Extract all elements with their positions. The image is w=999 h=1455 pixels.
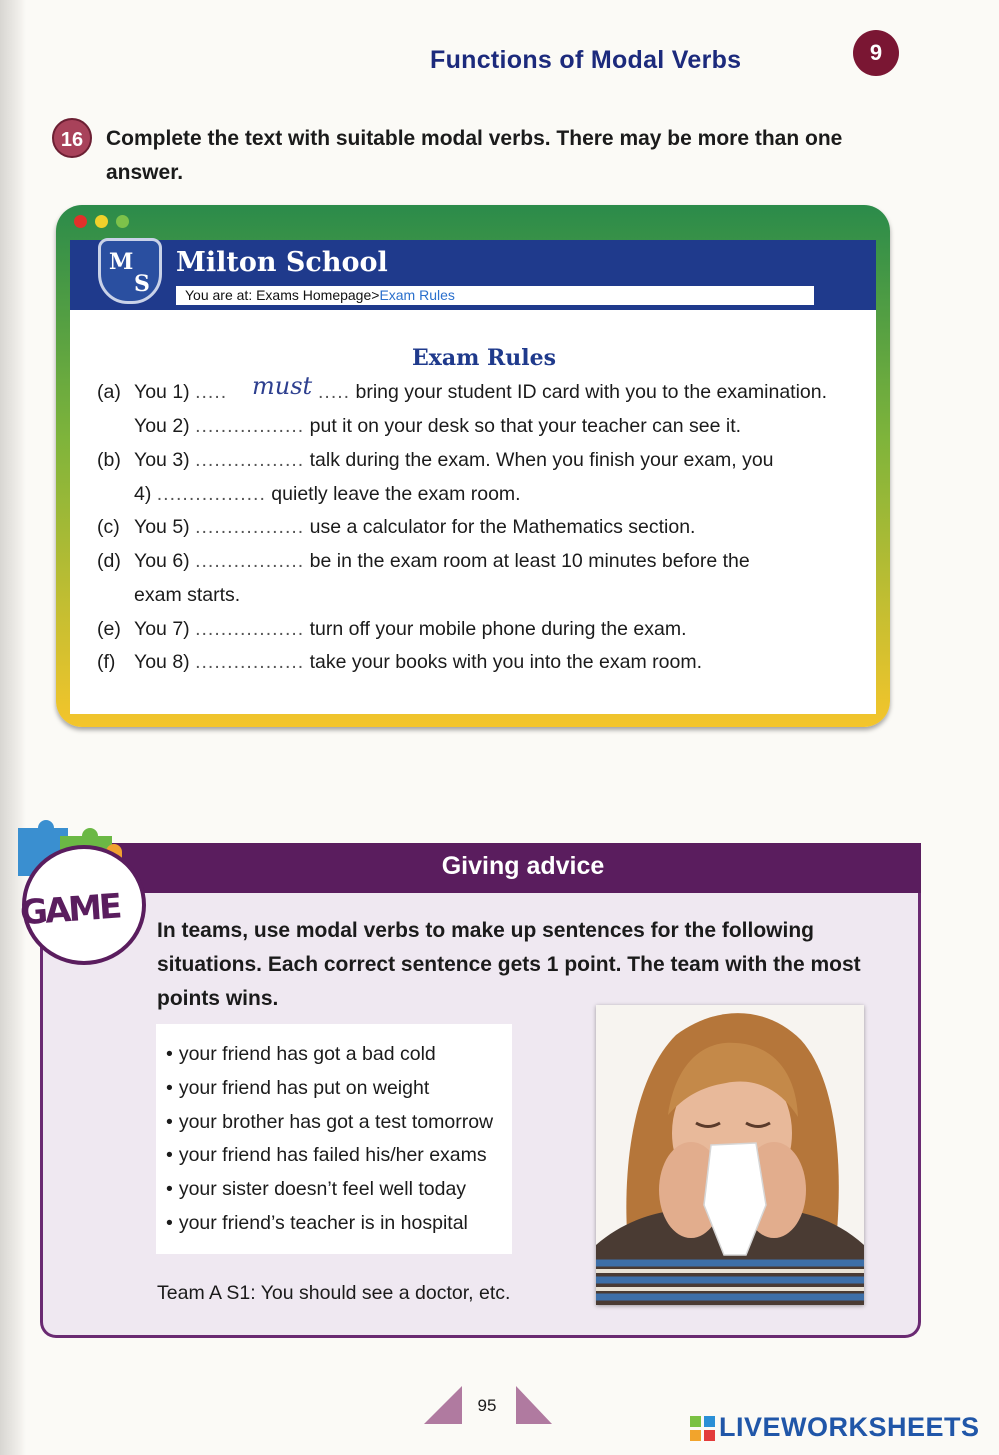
rule-2-end: put it on your desk so that your teacher can see it. xyxy=(309,415,742,437)
rule-label-b: (b) xyxy=(97,449,121,471)
rule-1-end: bring your student ID card with you to the examination. xyxy=(355,381,828,403)
blank-1-lead: ..... xyxy=(195,381,228,403)
list-item: • your friend has put on weight xyxy=(166,1072,493,1106)
rule-6-end: be in the exam room at least 10 minutes before the xyxy=(309,550,750,572)
rule-label-a: (a) xyxy=(97,381,121,403)
rule-3-start: You 3) xyxy=(134,449,190,471)
rule-label-f: (f) xyxy=(97,651,116,673)
page-number: 95 xyxy=(477,1396,497,1415)
blank-7[interactable]: ................. xyxy=(195,618,305,640)
liveworksheets-logo-icon xyxy=(690,1416,716,1442)
school-shield-logo xyxy=(98,238,162,304)
breadcrumb-link-exam-rules[interactable]: Exam Rules xyxy=(379,287,455,303)
list-item: • your brother has got a test tomorrow xyxy=(166,1106,493,1140)
rule-2-start: You 2) xyxy=(134,415,190,437)
rule-5-start: You 5) xyxy=(134,516,190,538)
book-spine-shadow xyxy=(0,0,26,1455)
rule-line-6 xyxy=(134,550,750,573)
logo-letter-m: M xyxy=(109,249,134,275)
school-name: Milton School xyxy=(176,247,388,278)
rule-1-start: You 1) xyxy=(134,381,190,403)
rule-line-3 xyxy=(134,449,774,472)
rule-line-6-cont: exam starts. xyxy=(134,584,241,606)
rule-line-1-end xyxy=(318,381,827,404)
blank-6[interactable]: ................. xyxy=(195,550,305,572)
rule-line-2 xyxy=(134,415,741,438)
rule-6-start: You 6) xyxy=(134,550,190,572)
rule-7-end: turn off your mobile phone during the exam. xyxy=(309,618,687,640)
rule-label-e: (e) xyxy=(97,618,121,640)
breadcrumb-address-bar xyxy=(176,286,814,305)
blank-3[interactable]: ................. xyxy=(195,449,305,471)
exam-rules-heading: Exam Rules xyxy=(411,345,557,371)
game-badge-word: GAME xyxy=(18,886,121,934)
window-maximize-dot-icon xyxy=(116,215,129,228)
rule-line-4 xyxy=(134,483,521,506)
rule-label-c: (c) xyxy=(97,516,120,538)
rule-label-d: (d) xyxy=(97,550,121,572)
rule-line-1 xyxy=(134,381,227,404)
window-close-dot-icon xyxy=(74,215,87,228)
liveworksheets-watermark: LIVEWORKSHEETS xyxy=(719,1412,980,1442)
rule-line-8 xyxy=(134,651,702,674)
rule-5-end: use a calculator for the Mathematics section. xyxy=(309,516,696,538)
list-item: • your friend has failed his/her exams xyxy=(166,1139,493,1173)
list-item: • your friend’s teacher is in hospital xyxy=(166,1207,493,1241)
rule-4-end: quietly leave the exam room. xyxy=(271,483,521,505)
example-sentence: Team A S1: You should see a doctor, etc. xyxy=(157,1282,511,1304)
logo-letter-s: S xyxy=(134,271,150,297)
answer-1-handwritten: must xyxy=(252,372,313,400)
list-item: • your sister doesn’t feel well today xyxy=(166,1173,493,1207)
rule-4-start: 4) xyxy=(134,483,152,505)
window-minimize-dot-icon xyxy=(95,215,108,228)
rule-line-7 xyxy=(134,618,687,641)
exercise-instruction: Complete the text with suitable modal verbs. There may be more than one answer. xyxy=(106,127,843,184)
breadcrumb-prefix: You are at: Exams Homepage> xyxy=(185,287,380,303)
unit-number-badge: 9 xyxy=(853,30,899,76)
list-item: • your friend has got a bad cold xyxy=(166,1038,493,1072)
rule-8-end: take your books with you into the exam room. xyxy=(309,651,702,673)
blank-4[interactable]: ................. xyxy=(156,483,266,505)
rule-3-end: talk during the exam. When you finish your exam, you xyxy=(309,449,774,471)
blank-5[interactable]: ................. xyxy=(195,516,305,538)
game-instruction: In teams, use modal verbs to make up sentences for the following situations. Each correct sentence gets 1 point. The team with the most points wins. xyxy=(157,919,861,1010)
blank-8[interactable]: ................. xyxy=(195,651,305,673)
rule-7-start: You 7) xyxy=(134,618,190,640)
page-header-title: Functions of Modal Verbs xyxy=(430,46,742,74)
game-title: Giving advice xyxy=(441,852,605,880)
blank-2[interactable]: ................. xyxy=(195,415,305,437)
situations-list xyxy=(166,1038,493,1241)
sneezing-woman-photo xyxy=(596,1005,864,1305)
exercise-number-badge: 16 xyxy=(52,118,92,158)
blank-1-trail: ..... xyxy=(318,381,351,403)
rule-line-5 xyxy=(134,516,695,539)
rule-8-start: You 8) xyxy=(134,651,190,673)
